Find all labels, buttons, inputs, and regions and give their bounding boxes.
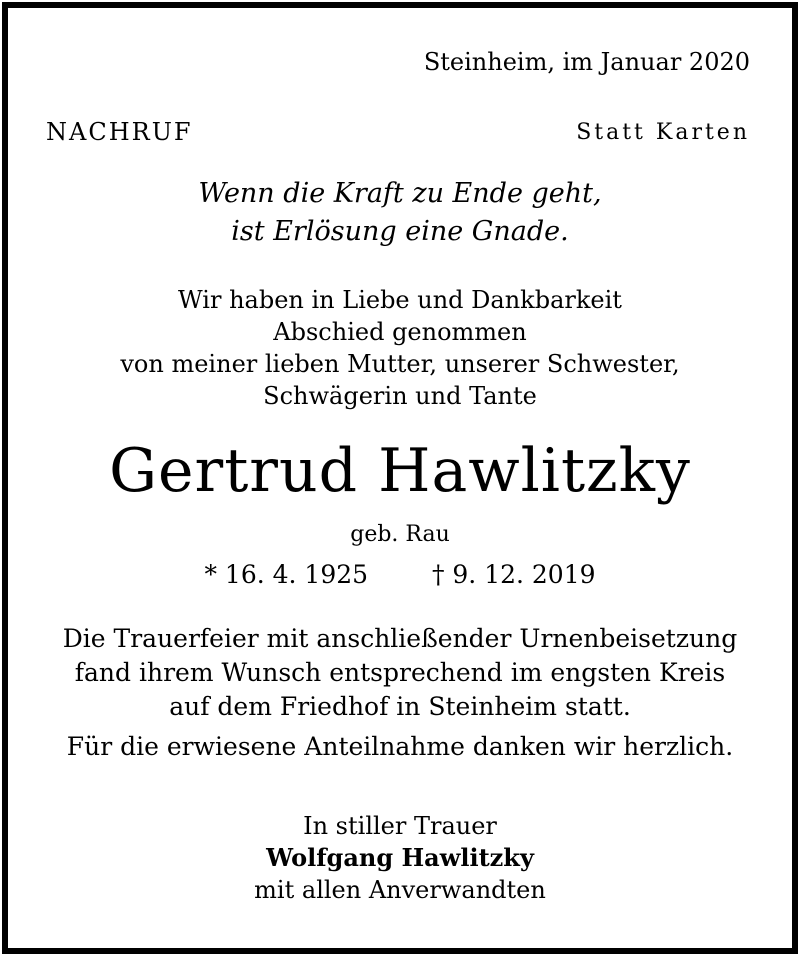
statt-karten-label: Statt Karten [576, 120, 750, 145]
deceased-name: Gertrud Hawlitzky [109, 436, 691, 506]
signature-line-1: In stiller Trauer [303, 812, 497, 840]
signature-line-3: mit allen Anverwandten [254, 876, 546, 904]
quote-line-1: Wenn die Kraft zu Ende geht, [198, 178, 602, 209]
mourner-name: Wolfgang Hawlitzky [266, 843, 534, 872]
intro-line-1: Wir haben in Liebe und Dankbarkeit [178, 286, 622, 314]
birth-date: * 16. 4. 1925 [204, 560, 369, 589]
intro-line-4: Schwägerin und Tante [263, 382, 537, 410]
notice-label: NACHRUF [46, 118, 193, 146]
maiden-name: geb. Rau [350, 522, 450, 547]
ceremony-line-2: fand ihrem Wunsch entsprechend im engsten Kreis [74, 658, 726, 687]
intro-line-2: Abschied genommen [273, 318, 527, 346]
intro-line-3: von meiner lieben Mutter, unserer Schwester, [120, 350, 680, 378]
quote-line-2: ist Erlösung eine Gnade. [231, 216, 569, 247]
place-date: Steinheim, im Januar 2020 [423, 48, 750, 76]
thanks-line: Für die erwiesene Anteilnahme danken wir herzlich. [66, 732, 734, 761]
ceremony-line-3: auf dem Friedhof in Steinheim statt. [169, 692, 631, 721]
life-dates [8, 560, 792, 589]
ceremony-line-1: Die Trauerfeier mit anschließender Urnenbeisetzung [62, 624, 738, 653]
obituary-notice [2, 2, 798, 954]
death-date: † 9. 12. 2019 [431, 560, 596, 589]
